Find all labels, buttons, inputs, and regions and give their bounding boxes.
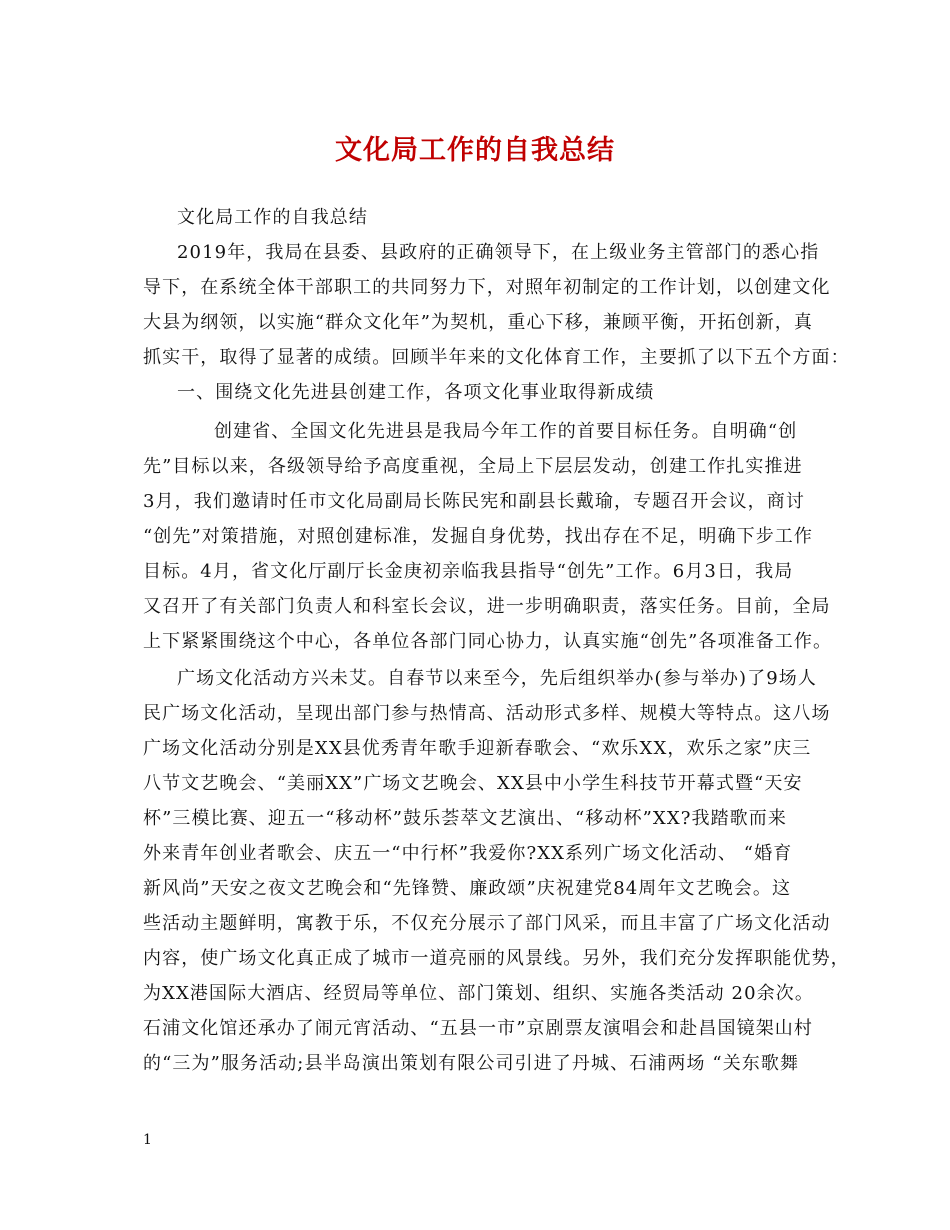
body-line: 内容，使广场文化真正成了城市一道亮丽的风景线。另外，我们充分发挥职能优势， — [143, 948, 850, 969]
body-line: 些活动主题鲜明，寓教于乐，不仅充分展示了部门风采，而且丰富了广场文化活动 — [143, 913, 831, 934]
body-line: 八节文艺晚会、“美丽XX”广场文艺晚会、XX县中小学生科技节开幕式暨“天安 — [143, 773, 803, 794]
body-line: 新风尚”天安之夜文艺晚会和“先锋赞、廉政颂”庆祝建党84周年文艺晚会。这 — [143, 878, 792, 899]
body-line: 上下紧紧围绕这个中心，各单位各部门同心协力，认真实施“创先”各项准备工作。 — [143, 631, 833, 652]
body-line: 为XX港国际大酒店、经贸局等单位、部门策划、组织、实施各类活动 20余次。 — [143, 983, 814, 1004]
page-title: 文化局工作的自我总结 — [335, 135, 615, 166]
body-line: 的“三为”服务活动;县半岛演出策划有限公司引进了丹城、石浦两场 “关东歌舞 — [143, 1053, 800, 1074]
page-number: 1 — [143, 1132, 152, 1148]
body-line: 导下，在系统全体干部职工的共同努力下，对照年初制定的工作计划，以创建文化 — [143, 277, 831, 298]
body-line: 大县为纲领，以实施“群众文化年”为契机，重心下移，兼顾平衡，开拓创新，真 — [143, 312, 814, 333]
body-line: 外来青年创业者歌会、庆五一“中行杯”我爱你?XX系列广场文化活动、 “婚育 — [143, 843, 793, 864]
body-line: 抓实干，取得了显著的成绩。回顾半年来的文化体育工作，主要抓了以下五个方面： — [143, 347, 850, 368]
body-line: 文化局工作的自我总结 — [177, 207, 368, 228]
body-line: 民广场文化活动，呈现出部门参与热情高、活动形式多样、规模大等特点。这八场 — [143, 703, 831, 724]
body-line: 又召开了有关部门负责人和科室长会议，进一步明确职责，落实任务。目前，全局 — [143, 596, 831, 617]
body-line: 杯”三模比赛、迎五一“移动杯”鼓乐荟萃文艺演出、“移动杯”XX?我踏歌而来 — [143, 808, 787, 829]
body-line: 创建省、全国文化先进县是我局今年工作的首要目标任务。自明确“创 — [214, 421, 798, 442]
body-line: “创先”对策措施，对照创建标准，发掘自身优势，找出存在不足，明确下步工作 — [143, 526, 814, 547]
body-line: 3月，我们邀请时任市文化局副局长陈民宪和副县长戴瑜，专题召开会议，商讨 — [143, 491, 805, 512]
section-heading: 一、围绕文化先进县创建工作，各项文化事业取得新成绩 — [177, 382, 655, 403]
body-line: 先”目标以来，各级领导给予高度重视，全局上下层层发动，创建工作扎实推进 — [143, 456, 803, 477]
body-line: 石浦文化馆还承办了闹元宵活动、“五县一市”京剧票友演唱会和赴昌国镜架山村 — [143, 1018, 814, 1039]
body-line: 广场文化活动分别是XX县优秀青年歌手迎新春歌会、“欢乐XX，欢乐之家”庆三 — [143, 738, 812, 759]
body-line: 2019年，我局在县委、县政府的正确领导下，在上级业务主管部门的悉心指 — [177, 242, 820, 263]
body-line: 广场文化活动方兴未艾。自春节以来至今，先后组织举办(参与举办)了9场人 — [177, 668, 817, 689]
body-line: 目标。4月，省文化厅副厅长金庚初亲临我县指导“创先”工作。6月3日，我局 — [143, 561, 794, 582]
